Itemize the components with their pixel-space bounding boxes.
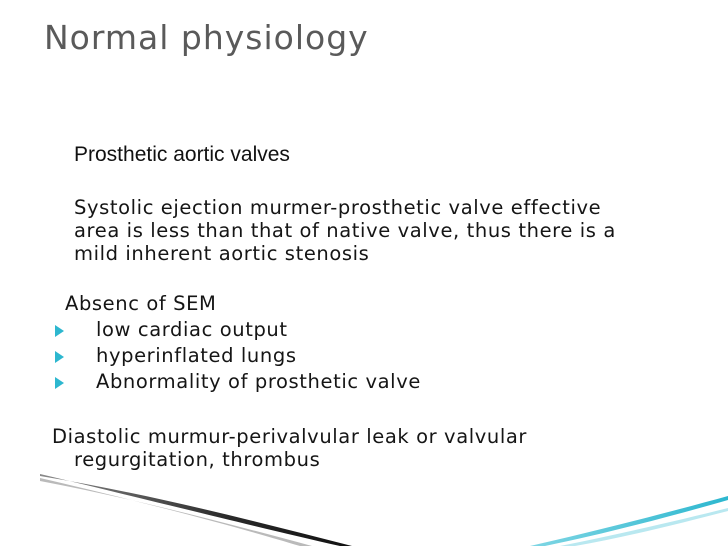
paragraph-line: Systolic ejection murmer-prosthetic valve effective	[74, 196, 602, 219]
section-heading: Prosthetic aortic valves	[74, 143, 290, 166]
absence-label: Absenc of SEM	[65, 292, 217, 315]
paragraph-line: area is less than that of native valve, thus there is a	[74, 219, 616, 242]
bullet-text: low cardiac output	[96, 318, 288, 341]
swoosh-dark-stroke	[40, 474, 352, 546]
swoosh-gray-stroke	[40, 478, 312, 546]
diastolic-line: regurgitation, thrombus	[74, 448, 321, 471]
swoosh-teal-stroke	[530, 496, 728, 546]
diastolic-line: Diastolic murmur-perivalvular leak or valvular	[52, 425, 528, 448]
swoosh-light-stroke	[560, 508, 728, 546]
bullet-text: Abnormality of prosthetic valve	[96, 370, 421, 393]
slide-title: Normal physiology	[44, 18, 369, 57]
bullet-text: hyperinflated lungs	[96, 344, 297, 367]
paragraph-line: mild inherent aortic stenosis	[74, 242, 370, 265]
